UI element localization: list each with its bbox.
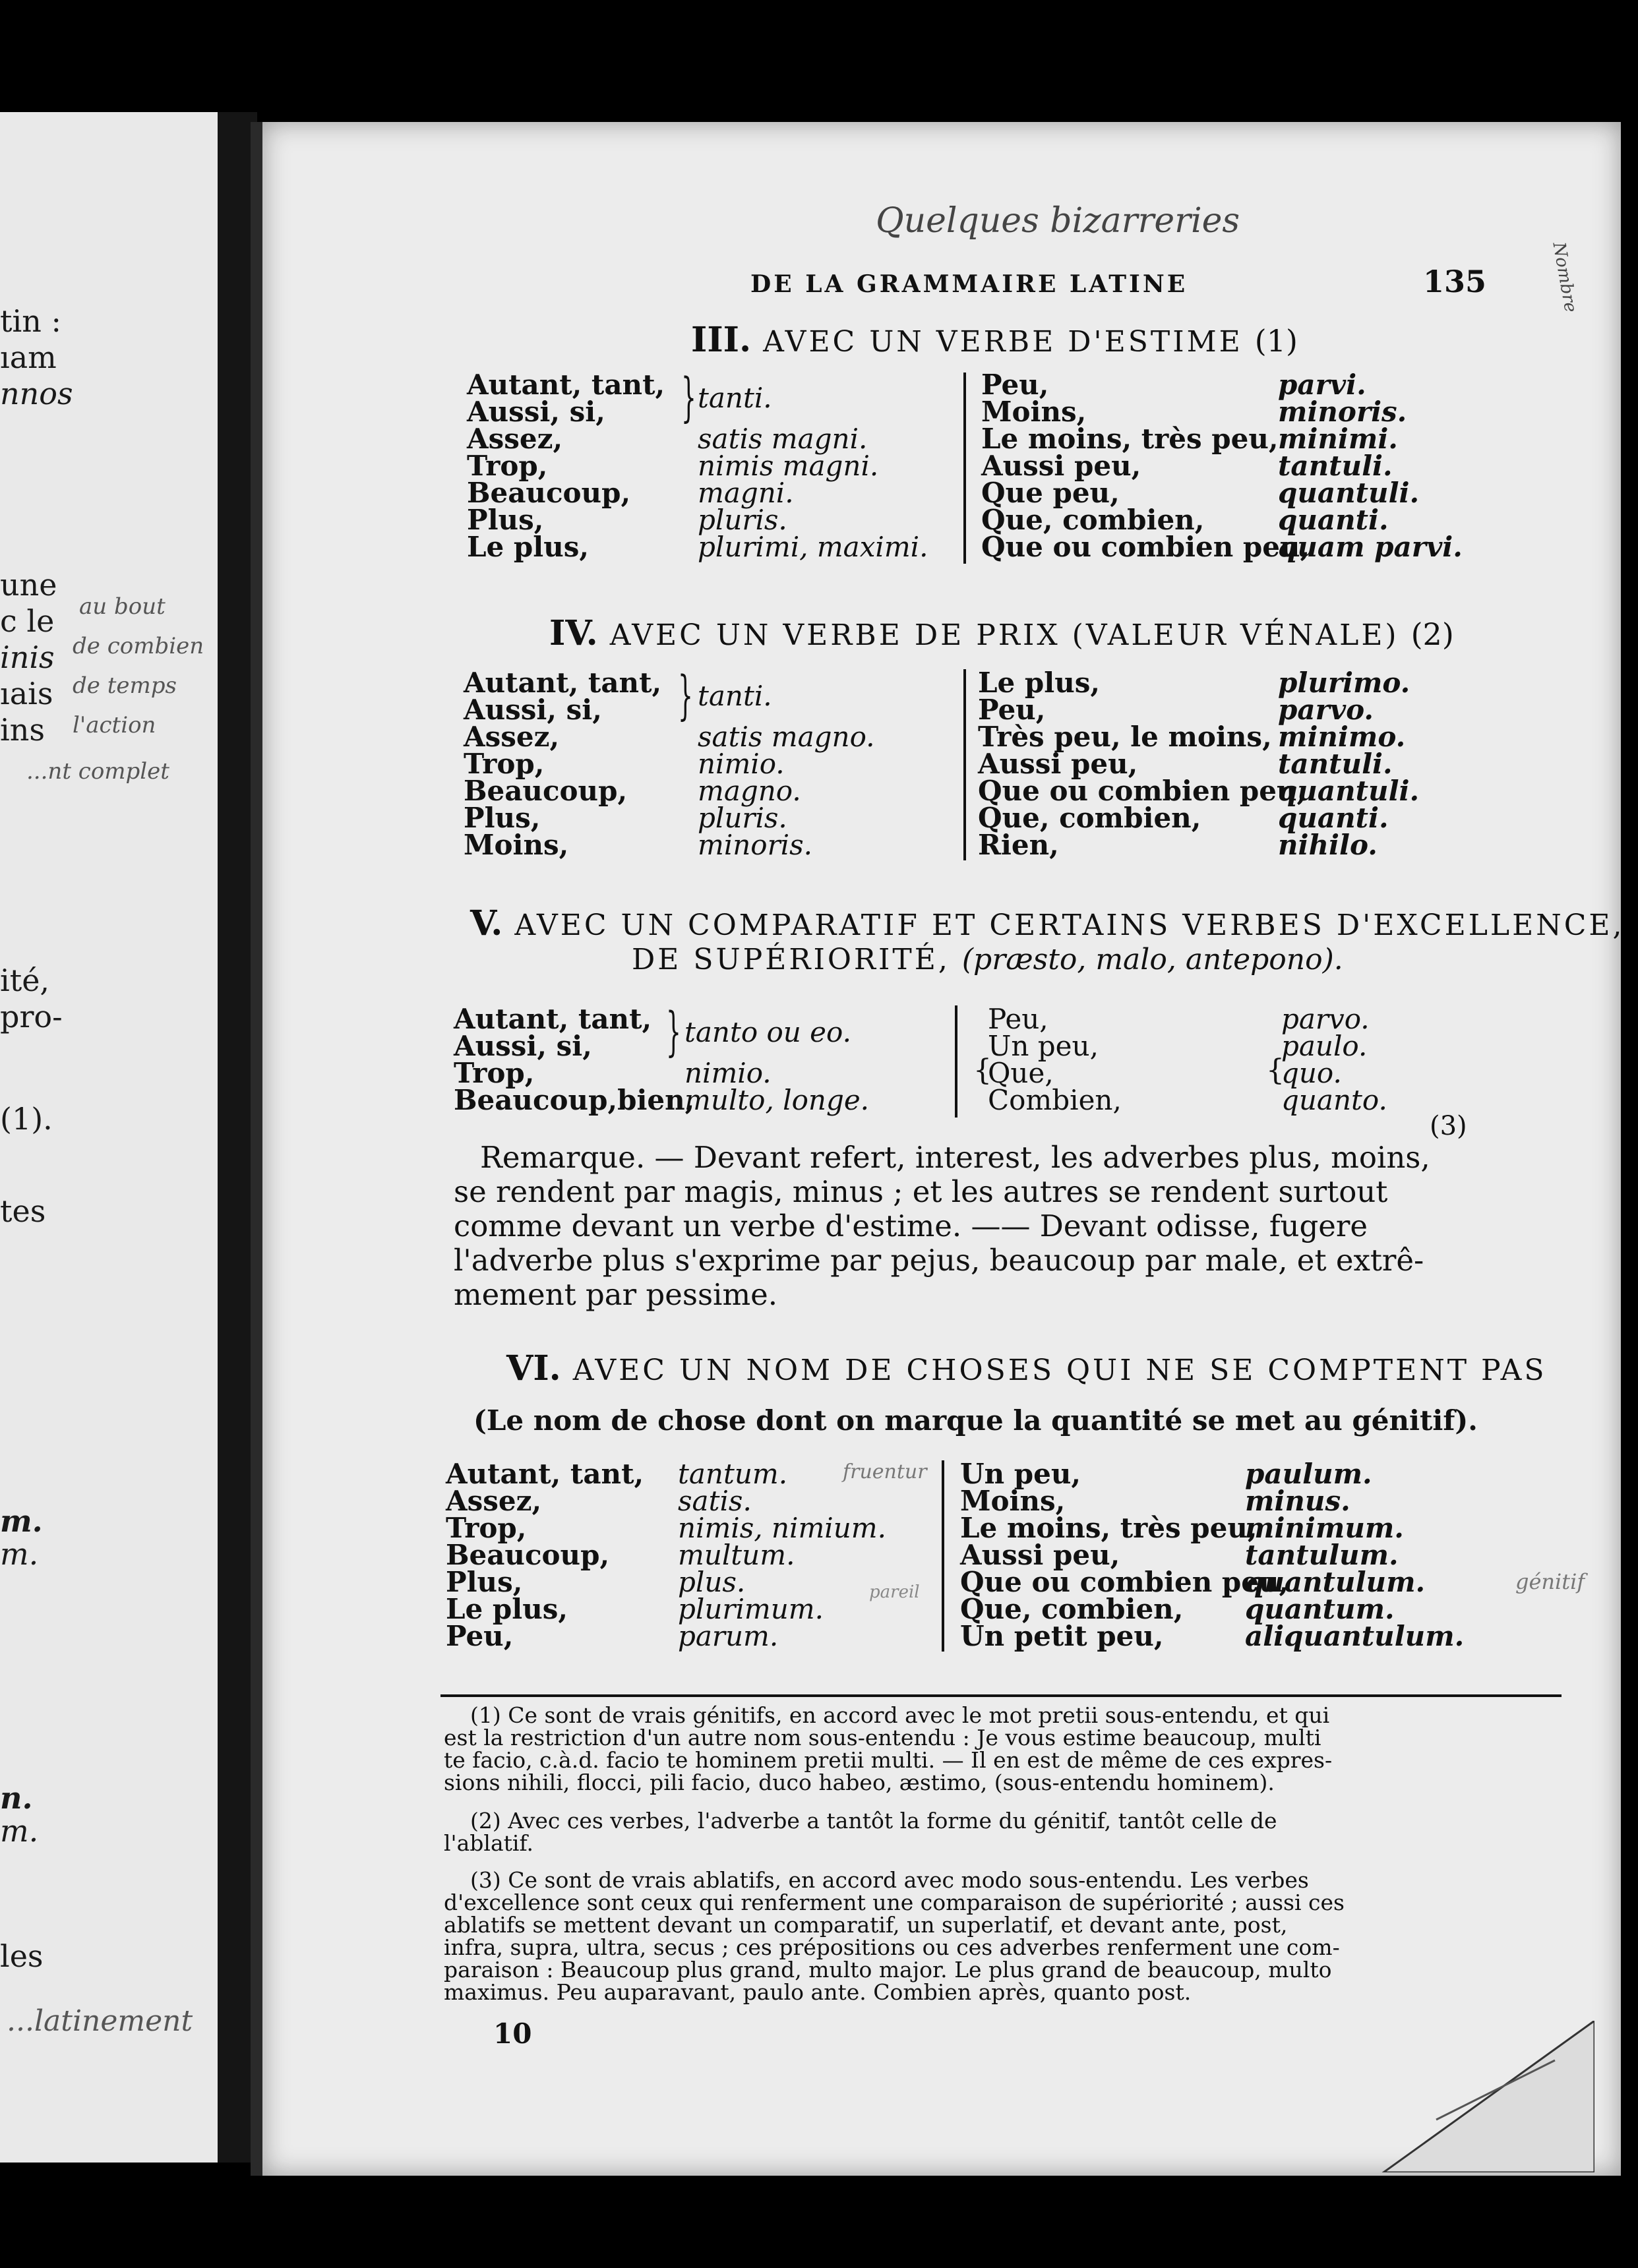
latin-term: magno.	[698, 775, 801, 807]
french-term: Plus,	[467, 504, 544, 536]
footnote-line: est la restriction d'un autre nom sous-entendu : Je vous estime beaucoup, multi	[444, 1725, 1321, 1750]
latin-term: paulo.	[1281, 1030, 1368, 1062]
latin-term: aliquantulum.	[1245, 1620, 1465, 1652]
section-title	[506, 1348, 1547, 1388]
french-term: Le plus,	[467, 531, 590, 563]
section-3-right-latin	[1278, 369, 1463, 563]
french-term: Peu,	[978, 694, 1046, 726]
latin-term: magni.	[698, 477, 794, 509]
latin-term: paulum.	[1245, 1458, 1372, 1490]
footnote-ref: (3)	[1430, 1111, 1467, 1141]
footnote-line: (3) Ce sont de vrais ablatifs, en accord avec modo sous-entendu. Les verbes	[470, 1867, 1309, 1893]
section-5-right-latin	[1281, 1005, 1387, 1114]
book-page	[251, 122, 1625, 2176]
section-5-left-latin	[684, 1059, 869, 1114]
section-4-left-latin	[698, 721, 875, 861]
section-heading: AVEC UN NOM DE CHOSES QUI NE SE COMPTENT PAS	[572, 1354, 1547, 1387]
french-term: Moins,	[960, 1485, 1066, 1517]
latin-term: pluris.	[698, 504, 787, 536]
section-heading-examples: (præsto, malo, antepono).	[961, 943, 1343, 976]
latin-term: minoris.	[698, 829, 813, 861]
footnote-line: l'ablatif.	[444, 1830, 533, 1856]
section-heading: AVEC UN VERBE DE PRIX (VALEUR VÉNALE)	[609, 618, 1399, 652]
french-term: Trop,	[467, 450, 548, 482]
french-term: Que, combien,	[978, 802, 1201, 834]
french-term: Aussi, si,	[467, 396, 605, 428]
paragraph-line: Remarque. — Devant refert, interest, les adverbes plus, moins,	[480, 1140, 1430, 1175]
latin-term: tantuli.	[1278, 748, 1393, 780]
footnote-line: ablatifs se mettent devant un comparatif, un superlatif, et devant ante, post,	[444, 1912, 1288, 1938]
latin-term: multum.	[678, 1539, 795, 1571]
latin-term: parvi.	[1278, 369, 1366, 401]
french-term: Que ou combien peu,	[960, 1566, 1289, 1598]
section-title	[549, 613, 1454, 653]
latin-term: minimo.	[1278, 721, 1406, 753]
french-term: Un peu,	[988, 1030, 1099, 1062]
left-handwriting: l'action	[73, 712, 156, 738]
section-3-right-french	[981, 369, 1310, 563]
left-fragment: m.	[0, 1536, 39, 1572]
remarque-paragraph	[454, 1141, 1588, 1312]
latin-term: quanto.	[1281, 1084, 1387, 1116]
footnote-ref: (2)	[1410, 616, 1454, 652]
latin-term: tanti.	[698, 382, 772, 414]
latin-term: tantum.	[678, 1458, 788, 1490]
french-term: Que peu,	[981, 477, 1120, 509]
footnote-line: maximus. Peu auparavant, paulo ante. Combien après, quanto post.	[444, 1979, 1192, 2005]
footnote-3	[444, 1869, 1345, 2004]
french-term: Moins,	[464, 829, 569, 861]
left-fragment: m.	[0, 1503, 43, 1539]
latin-term: parvo.	[1278, 694, 1374, 726]
column-divider	[963, 373, 966, 564]
latin-term: minimum.	[1245, 1512, 1404, 1544]
french-term: Plus,	[464, 802, 541, 834]
french-term: Assez,	[446, 1485, 542, 1517]
latin-term: plurimi, maximi.	[698, 531, 928, 563]
section-6-left-latin	[678, 1460, 886, 1650]
footnote-ref: (1)	[1254, 323, 1298, 359]
handwritten-note: fruentur	[843, 1460, 927, 1483]
french-term: Trop,	[446, 1512, 527, 1544]
footnote-line: paraison : Beaucoup plus grand, multo major. Le plus grand de beaucoup, multo	[444, 1957, 1332, 1983]
french-term: Un petit peu,	[960, 1620, 1164, 1652]
french-term: Rien,	[978, 829, 1059, 861]
section-title	[691, 320, 1298, 360]
left-fragment: ıais	[0, 676, 53, 711]
section-title	[470, 903, 1625, 943]
footnote-2	[444, 1810, 1277, 1855]
latin-term: satis.	[678, 1485, 752, 1517]
french-term: Moins,	[981, 396, 1087, 428]
footnote-1	[444, 1704, 1332, 1794]
french-term: Peu,	[981, 369, 1049, 401]
left-handwriting: de combien	[73, 633, 204, 659]
french-term: Un peu,	[960, 1458, 1081, 1490]
french-term: Autant, tant,	[467, 369, 665, 401]
handwritten-note: pareil	[869, 1582, 920, 1602]
section-3-left-french	[467, 369, 665, 563]
section-3-left-latin	[698, 423, 928, 563]
left-fragment: (1).	[0, 1101, 53, 1137]
section-title-continued	[632, 943, 1343, 976]
column-divider	[955, 1005, 957, 1118]
section-4-left-latin	[698, 680, 772, 712]
left-fragment: tin :	[0, 303, 61, 339]
left-fragment: les	[0, 1938, 44, 1974]
handwritten-note: génitif	[1515, 1569, 1585, 1594]
latin-term: quanti.	[1278, 802, 1389, 834]
french-term: Très peu, le moins,	[978, 721, 1272, 753]
left-fragment: ité,	[0, 963, 50, 998]
latin-term: minimi.	[1278, 423, 1398, 455]
latin-term: quantuli.	[1278, 477, 1420, 509]
left-handwriting: au bout	[79, 593, 166, 620]
latin-term: minus.	[1245, 1485, 1350, 1517]
section-subtitle: (Le nom de chose dont on marque la quantité se met au génitif).	[473, 1404, 1478, 1437]
french-term: Peu,	[988, 1003, 1048, 1035]
section-6-right-french	[960, 1460, 1289, 1650]
footnote-line: sions nihili, flocci, pili facio, duco habeo, æstimo, (sous-entendu hominem).	[444, 1770, 1275, 1795]
left-fragment: une	[0, 567, 57, 603]
french-term: Le plus,	[446, 1593, 568, 1625]
left-fragment: ins	[0, 712, 45, 748]
brace-icon: }	[666, 1001, 681, 1062]
section-numeral: V.	[470, 903, 503, 943]
section-4-right-latin	[1278, 667, 1420, 861]
latin-term: nimis magni.	[698, 450, 879, 482]
section-numeral: III.	[691, 320, 752, 360]
latin-term: nihilo.	[1278, 829, 1378, 861]
left-fragment: nnos	[0, 376, 73, 411]
left-fragment: inis	[0, 640, 55, 675]
section-heading: AVEC UN VERBE D'ESTIME	[763, 325, 1243, 359]
french-term: Trop,	[464, 748, 545, 780]
latin-term: multo, longe.	[684, 1084, 870, 1116]
french-term: Que ou combien peu,	[978, 775, 1307, 807]
left-fragment: c le	[0, 603, 55, 639]
french-term: Que ou combien peu,	[981, 531, 1310, 563]
section-4-left-french	[464, 667, 662, 861]
left-handwriting: ...latinement	[7, 2004, 193, 2038]
section-heading: DE SUPÉRIORITÉ,	[632, 943, 950, 976]
left-fragment: n.	[0, 1780, 33, 1816]
latin-term: nimis, nimium.	[678, 1512, 886, 1544]
french-term: Assez,	[464, 721, 560, 753]
french-term: Autant, tant,	[464, 667, 662, 699]
french-term: Beaucoup,bien,	[454, 1084, 695, 1116]
french-term: Le moins, très peu,	[981, 423, 1279, 455]
section-numeral: IV.	[549, 613, 598, 653]
french-term: Aussi peu,	[960, 1539, 1120, 1571]
latin-term: plurimum.	[678, 1593, 824, 1625]
french-term: Beaucoup,	[464, 775, 628, 807]
paragraph-line: se rendent par magis, minus ; et les autres se rendent surtout	[454, 1174, 1388, 1209]
french-term: Que, combien,	[960, 1593, 1184, 1625]
french-term: Trop,	[454, 1057, 535, 1089]
french-term: Autant, tant,	[446, 1458, 644, 1490]
french-term: Autant, tant,	[454, 1003, 652, 1035]
french-term: Aussi, si,	[454, 1030, 592, 1062]
french-term: Que, combien,	[981, 504, 1205, 536]
latin-term: quantulum.	[1245, 1566, 1426, 1598]
latin-term: quantum.	[1245, 1593, 1395, 1625]
folded-corner-icon	[1357, 2021, 1594, 2172]
latin-term: nimio.	[684, 1057, 772, 1089]
footnote-line: infra, supra, ultra, secus ; ces prépositions ou ces adverbes renferment une com-	[444, 1934, 1340, 1960]
left-handwriting: ...nt complet	[26, 758, 169, 785]
latin-term: plurimo.	[1278, 667, 1410, 699]
left-handwriting: de temps	[73, 672, 177, 699]
left-fragment: tes	[0, 1193, 46, 1229]
latin-term: quanti.	[1278, 504, 1389, 536]
column-divider	[963, 669, 966, 860]
brace-icon: }	[681, 367, 696, 428]
footnote-line: (1) Ce sont de vrais génitifs, en accord avec le mot pretii sous-entendu, et qui	[470, 1702, 1330, 1728]
french-term: Aussi peu,	[978, 748, 1138, 780]
footnote-line: te facio, c.à.d. facio te hominem pretii multi. — Il en est de même de ces expres-	[444, 1747, 1333, 1773]
paragraph-line: comme devant un verbe d'estime. —— Devant odisse, fugere	[454, 1209, 1368, 1243]
footnote-rule	[440, 1694, 1562, 1697]
left-brace-icon: {	[1266, 1054, 1285, 1087]
latin-term: quantuli.	[1278, 775, 1420, 807]
latin-term: tanti.	[698, 680, 772, 712]
handwritten-note-top: Quelques bizarreries	[876, 201, 1240, 241]
section-6-left-french	[446, 1460, 644, 1650]
latin-term: nimio.	[698, 748, 785, 780]
french-term: Plus,	[446, 1566, 523, 1598]
latin-term: plus.	[678, 1566, 746, 1598]
latin-term: pluris.	[698, 802, 787, 834]
footnote-line: d'excellence sont ceux qui renferment une comparaison de supériorité ; aussi ces	[444, 1890, 1345, 1915]
column-divider	[942, 1460, 944, 1652]
section-4-right-french	[978, 667, 1307, 861]
french-term: Le plus,	[978, 667, 1101, 699]
latin-term: tanto ou eo.	[684, 1016, 851, 1048]
french-term: Aussi peu,	[981, 450, 1141, 482]
left-fragment: pro-	[0, 999, 63, 1034]
section-numeral: VI.	[506, 1348, 561, 1388]
french-term: Beaucoup,	[446, 1539, 610, 1571]
section-5-left-latin	[684, 1016, 851, 1048]
signature-mark: 10	[493, 2017, 532, 2050]
section-6-right-latin	[1245, 1460, 1464, 1650]
section-3-left-latin	[698, 382, 772, 414]
latin-term: tantulum.	[1245, 1539, 1399, 1571]
section-5-left-french	[454, 1001, 695, 1116]
french-term: Que,	[988, 1057, 1054, 1089]
french-term: Peu,	[446, 1620, 514, 1652]
left-fragment: m.	[0, 1813, 39, 1849]
left-page-fragment	[0, 112, 222, 2163]
french-term: Le moins, très peu,	[960, 1512, 1258, 1544]
brace-icon: }	[678, 665, 693, 726]
footnote-line: (2) Avec ces verbes, l'adverbe a tantôt la forme du génitif, tantôt celle de	[470, 1808, 1277, 1834]
paragraph-line: l'adverbe plus s'exprime par pejus, beaucoup par male, et extrê-	[454, 1243, 1424, 1278]
handwritten-note-margin: Nombre	[1548, 241, 1581, 314]
latin-term: parvo.	[1281, 1003, 1370, 1035]
french-term: Beaucoup,	[467, 477, 631, 509]
section-heading: AVEC UN COMPARATIF ET CERTAINS VERBES D'EXCELLENCE,	[514, 909, 1625, 942]
latin-term: satis magno.	[698, 721, 875, 753]
running-head: DE LA GRAMMAIRE LATINE	[750, 270, 1188, 298]
french-term: Combien,	[988, 1084, 1122, 1116]
latin-term: quam parvi.	[1278, 531, 1463, 563]
left-brace-icon: {	[973, 1054, 992, 1087]
section-5-right-french	[988, 1005, 1122, 1114]
french-term: Assez,	[467, 423, 563, 455]
french-term: Aussi, si,	[464, 694, 602, 726]
left-fragment: ıam	[0, 340, 57, 375]
latin-term: parum.	[678, 1620, 779, 1652]
latin-term: tantuli.	[1278, 450, 1393, 482]
latin-term: quo.	[1281, 1057, 1342, 1089]
paragraph-line: mement par pessime.	[454, 1277, 778, 1312]
latin-term: satis magni.	[698, 423, 868, 455]
latin-term: minoris.	[1278, 396, 1407, 428]
page-number: 135	[1423, 264, 1487, 299]
